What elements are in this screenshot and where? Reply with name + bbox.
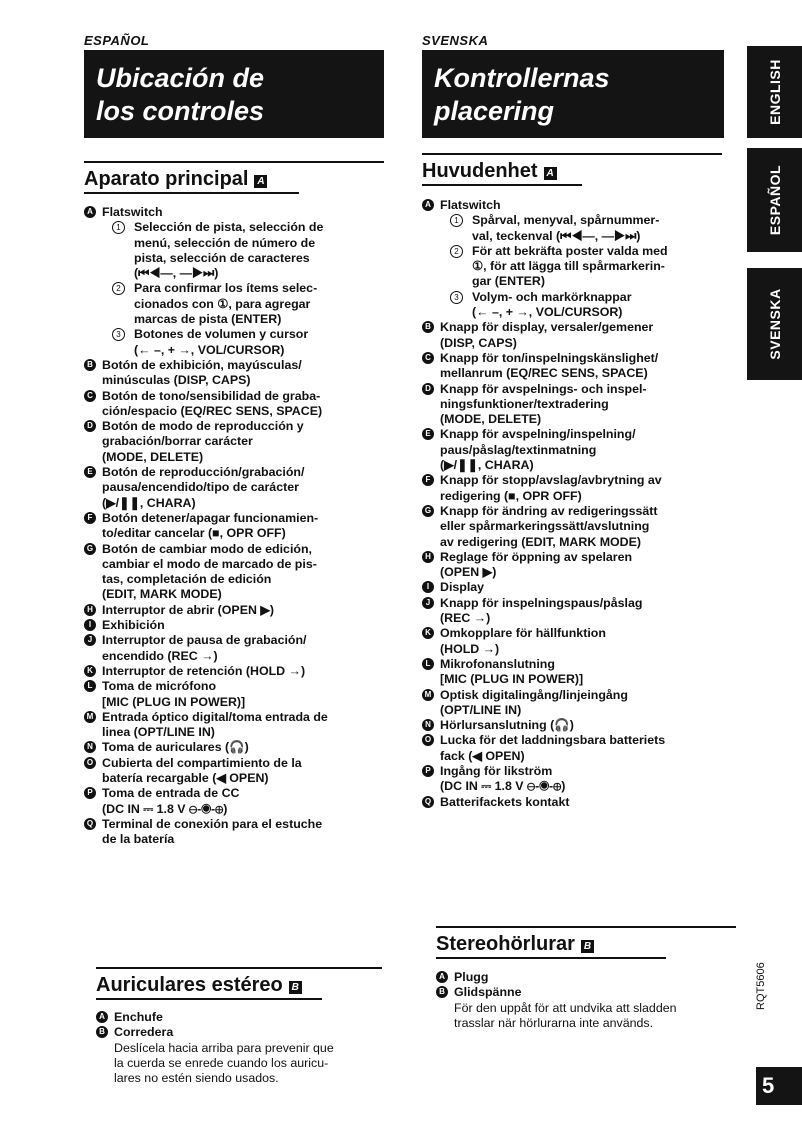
item-description: För den uppåt för att undvika att sladden: [454, 1000, 677, 1015]
list-item: [96, 1025, 396, 1086]
tab-svenska: [747, 268, 802, 380]
section-heading-text: Huvudenhet: [422, 160, 538, 182]
list-item: [422, 688, 736, 719]
list-item: [422, 320, 736, 351]
item-text: (EDIT, MARK MODE): [102, 587, 222, 602]
tab-english: [747, 46, 802, 138]
list-item: [422, 427, 736, 473]
item-text: mellanrum (EQ/REC SENS, SPACE): [440, 366, 648, 381]
item-text: Batterifackets kontakt: [440, 794, 570, 809]
sub-item-text: menú, selección de número de: [134, 235, 316, 250]
item-text: Hörlursanslutning (🎧): [440, 718, 574, 733]
item-bullet: C: [422, 352, 434, 364]
item-text: Plugg: [454, 970, 489, 984]
item-text: Knapp för display, versaler/gemener: [440, 320, 654, 335]
item-text: Botón de tono/sensibilidad de graba-: [102, 388, 321, 403]
item-text: Terminal de conexión para el estuche: [102, 816, 323, 831]
list-item: [422, 198, 736, 320]
item-bullet: P: [84, 787, 96, 799]
tab-espanol: [747, 148, 802, 252]
item-text: linea (OPT/LINE IN): [102, 725, 215, 740]
item-bullet: B: [96, 1026, 108, 1038]
list-item: [422, 718, 736, 733]
item-bullet: B: [84, 359, 96, 371]
item-text: Botón de cambiar modo de edición,: [102, 541, 312, 556]
list-item: [422, 580, 736, 595]
item-text: (REC →): [440, 611, 491, 626]
sub-item-text: (← –, + →, VOL/CURSOR): [472, 305, 623, 320]
item-text: (DC IN ⎓ 1.8 V ⊖-◉-⊕): [440, 779, 566, 794]
sub-item-number: 2: [112, 282, 125, 295]
section-heading-text: Auriculares estéreo: [96, 974, 283, 996]
list-item: [436, 985, 736, 1031]
sub-item-text: ①, för att lägga till spårmarkerin-: [472, 259, 665, 274]
sub-item-number: 3: [450, 291, 463, 304]
item-bullet: I: [84, 619, 96, 631]
tab-label: ESPAÑOL: [766, 164, 783, 236]
item-bullet: F: [84, 512, 96, 524]
item-bullet: H: [422, 551, 434, 563]
list-item: [422, 382, 736, 428]
list-item: [84, 710, 398, 741]
item-text: eller spårmarkeringssätt/avslutning: [440, 519, 650, 534]
item-description: trasslar när hörlurarna inte används.: [454, 1015, 654, 1030]
item-text: [MIC (PLUG IN POWER)]: [102, 694, 246, 709]
item-text: Knapp för stopp/avslag/avbrytning av: [440, 473, 662, 488]
item-bullet: F: [422, 474, 434, 486]
sub-item-number: 3: [112, 328, 125, 341]
list-item: [84, 205, 398, 358]
sub-item-text: marcas de pista (ENTER): [134, 312, 282, 327]
item-text: Knapp för ändring av redigeringssätt: [440, 503, 658, 518]
title-line: Kontrollernas: [434, 63, 610, 93]
page-title: [422, 50, 724, 138]
item-text: Cubierta del compartimiento de la: [102, 755, 302, 770]
item-text: Glidspänne: [454, 985, 522, 1000]
list-item: [422, 473, 736, 504]
item-text: fack (◀ OPEN): [440, 748, 525, 763]
sub-item: [112, 327, 398, 358]
sub-item: [112, 281, 398, 327]
section-box-letter: B: [289, 981, 302, 994]
page-title: [84, 50, 384, 138]
item-text: tas, completación de edición: [102, 572, 272, 587]
item-bullet: G: [84, 543, 96, 555]
sub-item-text: cionados con ①, para agregar: [134, 296, 311, 311]
item-text: Interruptor de pausa de grabación/: [102, 633, 307, 648]
list-item: [84, 740, 398, 755]
list-item: [422, 733, 736, 764]
section-box-letter: A: [544, 167, 557, 180]
sub-item-text: Para confirmar los ítems selec-: [134, 281, 318, 296]
item-text: Flatswitch: [440, 198, 501, 212]
sub-item-text: För att bekräfta poster valda med: [472, 243, 668, 258]
item-text: Display: [440, 580, 485, 595]
item-text: grabación/borrar carácter: [102, 434, 253, 449]
item-bullet: N: [422, 719, 434, 731]
list-item: [422, 657, 736, 688]
item-text: (MODE, DELETE): [440, 412, 542, 427]
item-bullet: J: [84, 634, 96, 646]
item-bullet: E: [84, 466, 96, 478]
item-bullet: Q: [422, 796, 434, 808]
item-text: Entrada óptico digital/toma entrada de: [102, 709, 328, 724]
sub-item-number: 2: [450, 245, 463, 258]
item-description: Deslícela hacia arriba para prevenir que: [114, 1040, 334, 1055]
item-text: Botón de exhibición, mayúsculas/: [102, 357, 302, 372]
item-text: Reglage för öppning av spelaren: [440, 549, 633, 564]
item-text: Toma de entrada de CC: [102, 786, 240, 801]
list-item: [84, 389, 398, 420]
title-line: placering: [434, 96, 555, 126]
item-bullet: O: [84, 757, 96, 769]
list-item: [96, 1010, 396, 1025]
language-label: ESPAÑOL: [84, 33, 150, 48]
list-item: [84, 679, 398, 710]
item-description: la cuerda se enrede cuando los auricu-: [114, 1055, 329, 1070]
sub-item: [450, 244, 736, 290]
sub-item-text: Botones de volumen y cursor: [134, 327, 309, 342]
item-bullet: C: [84, 390, 96, 402]
item-bullet: N: [84, 741, 96, 753]
item-text: Knapp för avspelning/inspelning/: [440, 427, 636, 442]
item-bullet: M: [422, 689, 434, 701]
list-item: [84, 358, 398, 389]
item-bullet: H: [84, 604, 96, 616]
item-bullet: A: [422, 199, 434, 211]
document-code: RQT5606: [755, 962, 767, 1010]
item-text: Enchufe: [114, 1010, 163, 1024]
item-text: (DC IN ⎓ 1.8 V ⊖-◉-⊕): [102, 801, 228, 816]
list-item: [422, 795, 736, 810]
list-item: [84, 511, 398, 542]
list-item: [84, 419, 398, 465]
item-text: Botón de reproducción/grabación/: [102, 465, 305, 480]
item-text: Corredera: [114, 1025, 174, 1040]
item-text: Mikrofonanslutning: [440, 656, 555, 671]
page-number: 5: [756, 1067, 802, 1105]
item-text: paus/påslag/textinmatning: [440, 442, 597, 457]
section-heading-text: Aparato principal: [84, 168, 249, 190]
list-item: [422, 550, 736, 581]
item-text: (OPT/LINE IN): [440, 702, 522, 717]
item-text: (DISP, CAPS): [440, 335, 517, 350]
list-item: [84, 542, 398, 603]
sub-item-number: 1: [450, 214, 463, 227]
item-text: Toma de micrófono: [102, 679, 217, 694]
section-heading-text: Stereohörlurar: [436, 933, 575, 955]
item-description: lares no estén siendo usados.: [114, 1071, 279, 1086]
section-heading-main: [422, 156, 722, 186]
list-item: [436, 970, 736, 985]
item-text: Botón detener/apagar funcionamien-: [102, 510, 319, 525]
item-bullet: D: [422, 383, 434, 395]
item-text: Botón de modo de reproducción y: [102, 419, 304, 434]
item-text: (▶/❚❚, CHARA): [440, 458, 534, 473]
language-label: SVENSKA: [422, 33, 489, 48]
item-bullet: Q: [84, 818, 96, 830]
list-item: [84, 618, 398, 633]
item-text: redigering (■, OPR OFF): [440, 488, 582, 503]
sub-item-text: (⏮◀—, —▶⏭): [134, 266, 219, 281]
item-bullet: G: [422, 505, 434, 517]
item-text: de la batería: [102, 832, 175, 847]
item-bullet: D: [84, 420, 96, 432]
item-text: Flatswitch: [102, 205, 163, 219]
item-text: Knapp för avspelnings- och inspel-: [440, 381, 647, 396]
item-bullet: E: [422, 428, 434, 440]
item-bullet: B: [436, 986, 448, 998]
section-heading-headphones: [96, 970, 382, 1000]
list-item: [422, 764, 736, 795]
list-item: [84, 786, 398, 817]
item-bullet: J: [422, 597, 434, 609]
item-text: pausa/encendido/tipo de carácter: [102, 480, 299, 495]
list-item: [422, 504, 736, 550]
list-item: [422, 596, 736, 627]
item-text: ción/espacio (EQ/REC SENS, SPACE): [102, 403, 323, 418]
item-text: Lucka för det laddningsbara batteriets: [440, 733, 666, 748]
section-box-letter: B: [581, 940, 594, 953]
item-text: to/editar cancelar (■, OPR OFF): [102, 526, 286, 541]
item-text: Knapp för inspelningspaus/påslag: [440, 595, 643, 610]
list-item: [84, 465, 398, 511]
sub-item-text: val, teckenval (⏮◀—, —▶⏭): [472, 228, 641, 243]
item-bullet: M: [84, 711, 96, 723]
sub-item: [450, 213, 736, 244]
item-text: (MODE, DELETE): [102, 449, 204, 464]
item-bullet: A: [436, 971, 448, 983]
tab-label: ENGLISH: [766, 59, 783, 125]
item-text: (▶/❚❚, CHARA): [102, 495, 196, 510]
sub-item-text: gar (ENTER): [472, 274, 545, 289]
list-item: [84, 756, 398, 787]
list-item: [84, 664, 398, 679]
item-bullet: L: [84, 680, 96, 692]
item-text: batería recargable (◀ OPEN): [102, 770, 269, 785]
item-text: (HOLD →): [440, 641, 500, 656]
item-text: Exhibición: [102, 618, 165, 633]
item-text: Ingång för likström: [440, 763, 553, 778]
list-item: [84, 603, 398, 618]
controls-list: [84, 205, 398, 847]
item-text: cambiar el modo de marcado de pis-: [102, 556, 317, 571]
item-text: Knapp för ton/inspelningskänslighet/: [440, 350, 659, 365]
item-bullet: K: [84, 665, 96, 677]
sub-item-text: Volym- och markörknappar: [472, 289, 632, 304]
item-text: Interruptor de abrir (OPEN ▶): [102, 602, 274, 617]
item-bullet: O: [422, 734, 434, 746]
item-text: (OPEN ▶): [440, 565, 497, 580]
item-bullet: A: [84, 206, 96, 218]
section-heading-headphones: [436, 929, 736, 959]
item-text: encendido (REC →): [102, 648, 218, 663]
headphones-list: [436, 970, 736, 1031]
item-text: Omkopplare för hällfunktion: [440, 626, 606, 641]
sub-item: [450, 290, 736, 321]
tab-label: SVENSKA: [766, 288, 783, 360]
list-item: [422, 626, 736, 657]
sub-item-number: 1: [112, 221, 125, 234]
title-line: Ubicación de: [96, 63, 265, 93]
section-heading-main: [84, 164, 384, 194]
item-bullet: B: [422, 321, 434, 333]
item-text: ningsfunktioner/textradering: [440, 396, 609, 411]
item-text: Interruptor de retención (HOLD →): [102, 663, 306, 678]
item-bullet: I: [422, 581, 434, 593]
sub-item-text: (← –, + →, VOL/CURSOR): [134, 342, 285, 357]
item-bullet: K: [422, 627, 434, 639]
sub-item: [112, 220, 398, 281]
list-item: [84, 633, 398, 664]
section-box-letter: A: [254, 175, 267, 188]
sub-item-text: Spårval, menyval, spårnummer-: [472, 213, 660, 228]
list-item: [84, 817, 398, 848]
title-line: los controles: [96, 96, 265, 126]
item-bullet: P: [422, 765, 434, 777]
item-text: Optisk digitalingång/linjeingång: [440, 687, 628, 702]
list-item: [422, 351, 736, 382]
sub-item-text: pista, selección de caracteres: [134, 250, 310, 265]
item-bullet: L: [422, 658, 434, 670]
item-text: [MIC (PLUG IN POWER)]: [440, 672, 584, 687]
item-text: Toma de auriculares (🎧): [102, 740, 249, 755]
headphones-list: [96, 1010, 396, 1086]
item-text: av redigering (EDIT, MARK MODE): [440, 534, 642, 549]
sub-item-text: Selección de pista, selección de: [134, 220, 324, 235]
item-text: minúsculas (DISP, CAPS): [102, 373, 251, 388]
item-bullet: A: [96, 1011, 108, 1023]
controls-list: [422, 198, 736, 810]
